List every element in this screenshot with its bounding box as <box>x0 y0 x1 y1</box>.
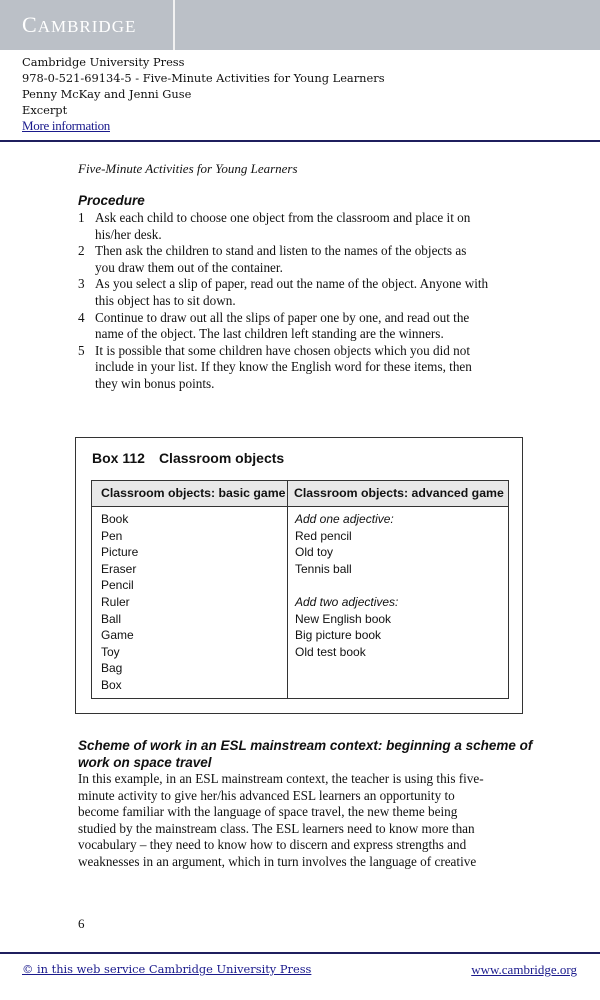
col1-header: Classroom objects: basic game <box>101 486 286 500</box>
item-line: this object has to sit down. <box>95 292 236 308</box>
basic-object: Ball <box>101 611 122 626</box>
header-rule <box>0 140 600 142</box>
basic-object: Game <box>101 628 134 643</box>
advanced-subheading: Add one adjective: <box>295 512 394 526</box>
advanced-game-column <box>295 511 398 660</box>
classroom-objects-table <box>91 480 509 699</box>
basic-object: Bag <box>101 661 123 676</box>
basic-object: Pencil <box>101 578 134 593</box>
item-number: 5 <box>78 342 85 358</box>
item-number: 3 <box>78 276 85 292</box>
item-line: you draw them out of the container. <box>95 259 283 275</box>
banner-divider <box>173 0 175 50</box>
procedure-item <box>78 243 528 276</box>
paragraph-line: In this example, in an ESL mainstream context, the teacher is using this five- <box>78 771 484 786</box>
procedure-item <box>78 310 528 343</box>
item-line: Then ask the children to stand and listen to the names of the objects as <box>95 243 467 259</box>
basic-object: Box <box>101 677 122 692</box>
scheme-paragraph <box>78 771 528 871</box>
item-number: 2 <box>78 243 85 259</box>
item-line: include in your list. If they know the English word for these items, then <box>95 359 472 375</box>
box-heading: Classroom objects <box>158 450 285 466</box>
basic-game-column <box>101 511 138 694</box>
basic-object: Picture <box>101 545 139 560</box>
item-line: name of the object. The last children left standing are the winners. <box>95 326 444 342</box>
page-number: 6 <box>78 916 85 931</box>
procedure-item <box>78 210 528 243</box>
running-head: Five-Minute Activities for Young Learners <box>78 161 298 176</box>
authors: Penny McKay and Jenni Guse <box>22 87 192 101</box>
box-label: Box 112 <box>92 450 145 466</box>
procedure-item <box>78 343 528 393</box>
col2-header: Classroom objects: advanced game <box>294 486 504 500</box>
footer-rule <box>0 952 600 954</box>
procedure-item <box>78 276 528 309</box>
item-line: his/her desk. <box>95 226 162 242</box>
advanced-object: Big picture book <box>295 628 382 643</box>
paragraph-line: become familiar with the language of space travel, the new theme being <box>78 804 458 820</box>
item-number: 4 <box>78 309 85 325</box>
advanced-object: Old toy <box>295 545 334 560</box>
advanced-object: Red pencil <box>295 528 352 543</box>
basic-object: Toy <box>101 644 120 659</box>
copyright-link[interactable]: © in this web service Cambridge University Press <box>22 962 312 976</box>
publisher: Cambridge University Press <box>22 55 185 69</box>
advanced-object: Old test book <box>295 644 366 659</box>
basic-object: Ruler <box>101 594 130 609</box>
item-line: As you select a slip of paper, read out the name of the object. Anyone with <box>95 276 489 292</box>
cambridge-logo: CAMBRIDGE <box>22 12 137 37</box>
box-title <box>92 450 284 466</box>
basic-object: Eraser <box>101 561 137 576</box>
item-line: they win bonus points. <box>95 375 215 391</box>
item-line: Ask each child to choose one object from the classroom and place it on <box>95 210 471 225</box>
paragraph-line: minute activity to give her/his advanced ESL learners an opportunity to <box>78 787 455 803</box>
advanced-object: New English book <box>295 611 392 626</box>
basic-object: Pen <box>101 528 123 543</box>
advanced-object: Tennis ball <box>295 561 352 576</box>
item-line: It is possible that some children have chosen objects which you did not <box>95 342 471 358</box>
more-information-link[interactable]: More information <box>22 118 110 133</box>
column-divider <box>287 481 288 698</box>
item-number: 1 <box>78 210 85 225</box>
paragraph-line: vocabulary – they need to know how to discern and express strengths and <box>78 837 467 853</box>
scheme-heading-line: work on space travel <box>78 755 212 770</box>
paragraph-line: weaknesses in an argument, which in turn involves the language of creative <box>78 853 477 869</box>
advanced-subheading: Add two adjectives: <box>295 594 399 609</box>
excerpt-label: Excerpt <box>22 103 68 117</box>
basic-object: Book <box>101 512 129 526</box>
procedure-heading: Procedure <box>78 193 145 208</box>
scheme-heading <box>78 737 532 771</box>
paragraph-line: studied by the mainstream class. The ESL learners need to know more than <box>78 820 475 836</box>
advanced-object <box>295 577 398 594</box>
scheme-heading-line: Scheme of work in an ESL mainstream context: beginning a scheme of <box>78 738 533 753</box>
item-line: Continue to draw out all the slips of paper one by one, and read out the <box>95 309 470 325</box>
website-link[interactable]: www.cambridge.org <box>471 962 577 977</box>
isbn-title: 978-0-521-69134-5 - Five-Minute Activities for Young Learners <box>22 71 385 85</box>
